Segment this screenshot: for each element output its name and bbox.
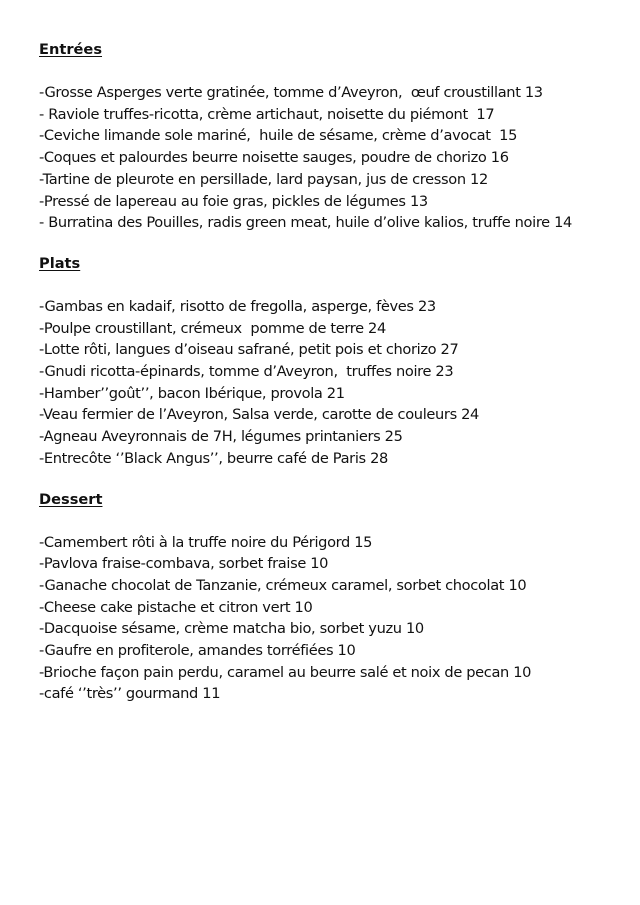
menu-item: -Coques et palourdes beurre noisette sauges, poudre de chorizo 16 — [39, 149, 509, 167]
menu-item: -Entrecôte ‘’Black Angus’’, beurre café de Paris 28 — [39, 449, 388, 467]
menu-item: -Gnudi ricotta-épinards, tomme d’Aveyron, truffes noire 23 — [39, 363, 454, 381]
plats-list — [39, 296, 640, 470]
menu-item: -Brioche façon pain perdu, caramel au beurre salé et noix de pecan 10 — [39, 663, 532, 681]
section-entrees — [39, 39, 640, 234]
menu-item: - Raviole truffes-ricotta, crème artichaut, noisette du piémont 17 — [39, 105, 495, 123]
menu-item: -Dacquoise sésame, crème matcha bio, sorbet yuzu 10 — [39, 620, 424, 638]
menu-item: -Cheese cake pistache et citron vert 10 — [39, 598, 313, 616]
menu-item: -Pavlova fraise-combava, sorbet fraise 10 — [39, 555, 329, 573]
section-dessert — [39, 489, 640, 706]
menu-item: -Veau fermier de l’Aveyron, Salsa verde, carotte de couleurs 24 — [39, 406, 479, 424]
menu-item: -Agneau Aveyronnais de 7H, légumes printaniers 25 — [39, 428, 403, 446]
menu-item: -Hamber’’goût’’, bacon Ibérique, provola 21 — [39, 384, 345, 402]
menu-item: -Pressé de lapereau au foie gras, pickles de légumes 13 — [39, 192, 428, 210]
dessert-list — [39, 532, 640, 706]
menu-item: -Tartine de pleurote en persillade, lard paysan, jus de cresson 12 — [39, 170, 488, 188]
section-title-plats: Plats — [39, 254, 81, 272]
menu-item: -Lotte rôti, langues d’oiseau safrané, petit pois et chorizo 27 — [39, 341, 459, 359]
menu-item: -Gambas en kadaif, risotto de fregolla, asperge, fèves 23 — [39, 297, 436, 315]
section-title-dessert: Dessert — [39, 490, 103, 508]
menu-item: -Ceviche limande sole mariné, huile de sésame, crème d’avocat 15 — [39, 127, 518, 145]
section-plats — [39, 253, 640, 470]
entrees-list — [39, 82, 640, 234]
menu-item: -Camembert rôti à la truffe noire du Périgord 15 — [39, 533, 373, 551]
menu-item: -Poulpe croustillant, crémeux pomme de terre 24 — [39, 319, 386, 337]
menu-item: -Ganache chocolat de Tanzanie, crémeux caramel, sorbet chocolat 10 — [39, 576, 527, 594]
menu-item: -café ‘’très’’ gourmand 11 — [39, 685, 221, 703]
menu-item: - Burratina des Pouilles, radis green meat, huile d’olive kalios, truffe noire 14 — [39, 214, 572, 232]
menu-item: -Grosse Asperges verte gratinée, tomme d’Aveyron, œuf croustillant 13 — [39, 84, 543, 101]
section-title-entrees: Entrées — [39, 41, 103, 58]
menu-item: -Gaufre en profiterole, amandes torréfiées 10 — [39, 642, 356, 660]
